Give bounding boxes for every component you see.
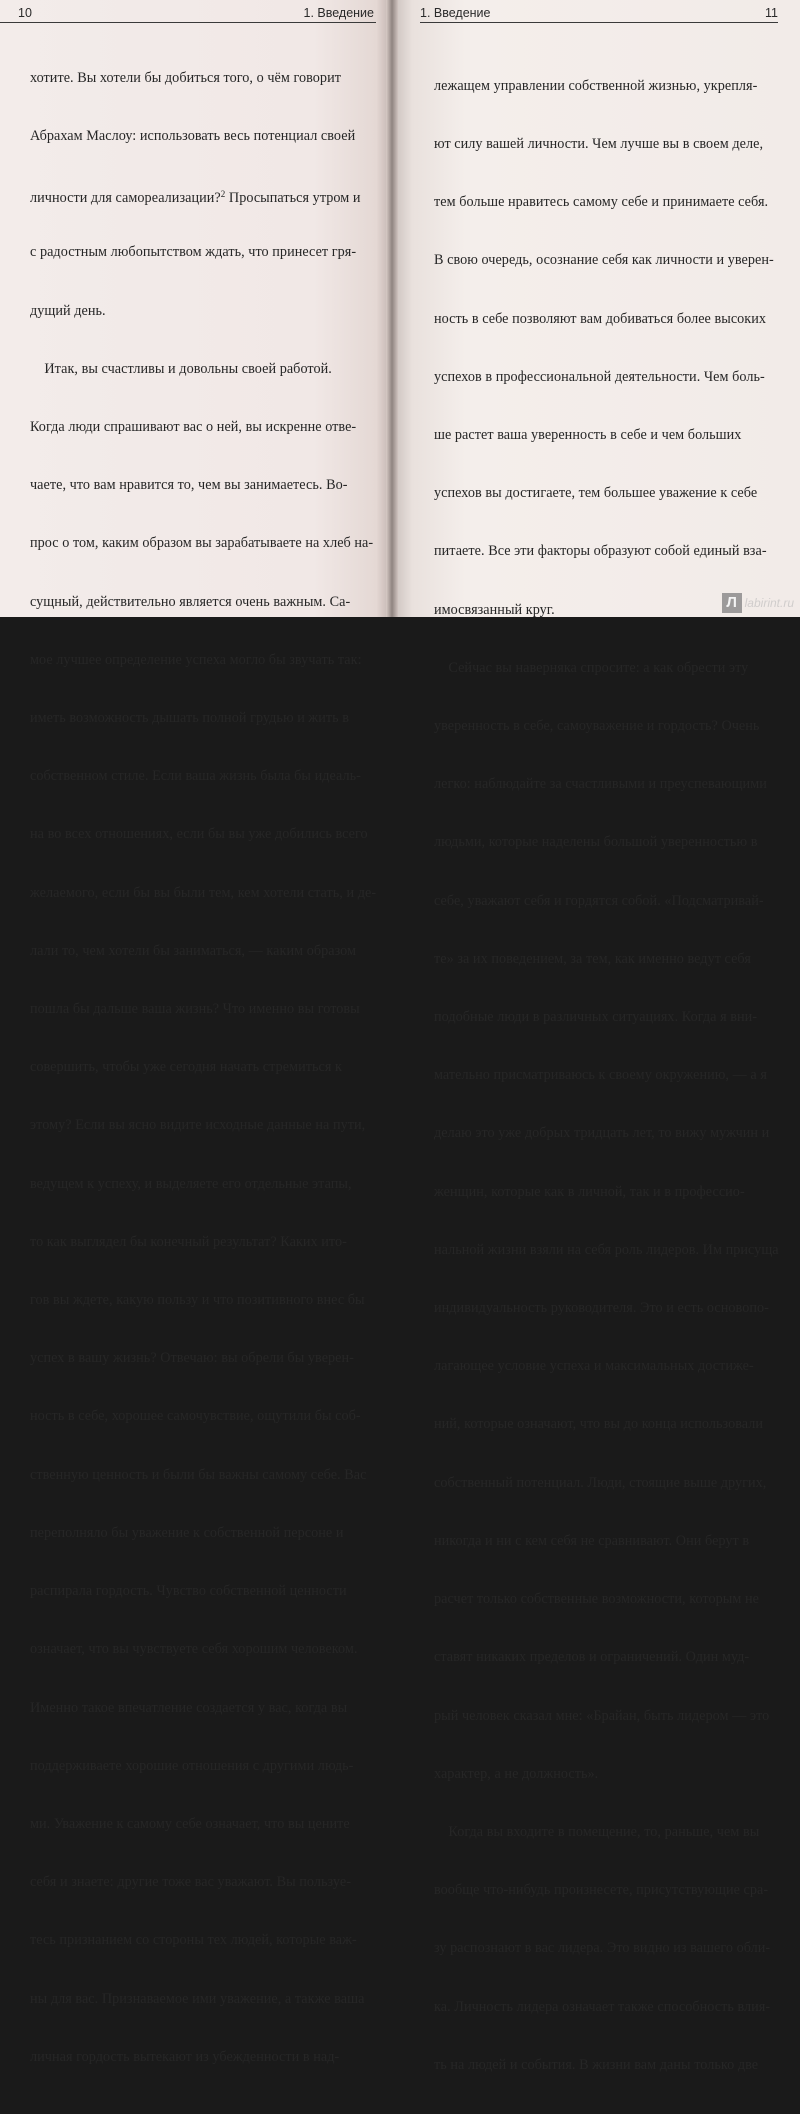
text-line [30,185,376,207]
right-body-text [434,38,779,2114]
text-line: личная гордость вытекают из убежденности в над- [30,2048,340,2065]
text-line: вообще что-нибудь произнесете, присутствующие сра- [434,1882,769,1899]
text-line: сущный, действительно является очень важным. Са- [30,593,351,610]
text-line: Когда люди спрашивают вас о ней, вы искренне отве- [30,419,357,436]
text-line: себе, уважают себя и гордятся собой. «Подсматривай- [434,892,764,909]
text-line: тесь признанием со стороны тех людей, которые важ- [30,1932,357,1949]
text-line: ка. Личность лидера означает также способность влия- [434,1998,771,2015]
text-line: поддерживаете хорошие отношения с другими людь- [30,1757,354,1774]
text-line: подобные люди в различных ситуациях. Когда я вни- [434,1009,758,1026]
text-line: ть на людей и события. В жизни вам даны только две [434,2056,759,2073]
text-line: никогда и ни с кем себя не сравнивают. Они берут в [434,1532,750,1549]
text-line: гов вы ждете, какую пользу и что позитивного внес бы [30,1292,365,1309]
text-line: лагающее условие успеха и максимальных достиже- [434,1358,754,1375]
text-line: этому? Если вы ясно видите исходные данные на пути, [30,1117,366,1134]
text-line: успехов вы достигаете, тем большее уважение к себе [434,485,758,502]
right-section-title: 1. Введение [420,6,491,20]
text-line: желаемого, если бы вы были тем, кем хотели стать, и де- [30,884,377,901]
text-line: Сейчас вы наверняка спросите: а как обрести эту [434,659,749,676]
text-line: ны для вас. Признаваемое ими уважение, а также ваша [30,1990,365,2007]
text-line: успехов в профессиональной деятельности. Чем боль- [434,368,765,385]
text-line: хотите. Вы хотели бы добиться того, о чём говорит [30,69,341,86]
text-line: характер, а не должность». [434,1765,599,1782]
text-line: иметь возможность дышать полной грудью и жить в [30,710,350,727]
text-line: женщин, которые как в личной, так и в профессио- [434,1183,745,1200]
text-line: ми. Уважение к самому себе означает, что вы цените [30,1815,350,1832]
text-line: переполняло бы уважение к собственной персоне и [30,1524,344,1541]
left-section-title: 1. Введение [303,6,374,20]
text-line: ставят никаких пределов и ограничений. Один муд- [434,1649,750,1666]
text-line: ведущем к успеху, и выделяете его отдельные этапы, [30,1175,352,1192]
book-gutter [386,0,398,617]
text-line: означает, что вы чувствуете себя хорошим человеком. [30,1641,358,1658]
text-line: мательно присматриваюсь к своему окружению, — а я [434,1067,767,1084]
text-line: мое лучшее определение успеха могло бы звучать так: [30,651,362,668]
text-line-end: Просыпаться утром и [225,190,361,207]
left-page [0,0,392,2065]
text-line: собственном стиле. Если ваша жизнь была бы идеаль- [30,768,361,785]
text-line: собственный потенциал. Люди, стоящие выше других, [434,1474,767,1491]
text-line: Итак, вы счастливы и довольны своей работой. [30,360,332,377]
text-line: с радостным любопытством ждать, что принесет гря- [30,244,357,261]
text-line: зу распознают в вас лидера. Это видно из вашего обли- [434,1940,771,1957]
right-page-number: 11 [765,6,778,20]
text-line: Именно такое впечатление создается у вас, когда вы [30,1699,348,1716]
text-line: расчет только собственные возможности, которым не [434,1591,759,1608]
text-line: делаю это уже добрых тридцать лет, то вижу мужчин и [434,1125,770,1142]
text-line: распирала гордость. Чувство собственной ценности [30,1583,347,1600]
text-line: те» за их поведением, за тем, как именно ведут себя [434,950,751,967]
text-line: себя и знаете: другие тоже вас уважают. Вы пользуе- [30,1874,351,1891]
text-line: питаете. Все эти факторы образуют собой единый вза- [434,543,767,560]
text-line: прос о том, каким образом вы зарабатываете на хлеб на- [30,535,374,552]
text-line: ют силу вашей личности. Чем лучше вы в своем деле, [434,136,764,153]
text-line-start: личности для самореализации? [30,190,221,207]
text-line: успех в вашу жизнь? Отвечаю: вы обрели бы уверен- [30,1350,354,1367]
text-line: имосвязанный круг. [434,601,555,618]
right-running-head [420,4,778,22]
text-line: уверенность в себе, самоуважение и гордость? Очень [434,718,760,735]
text-line: тем больше нравитесь самому себе и принимаете себя. [434,194,769,211]
text-line: лежащем управлении собственной жизнью, укрепля- [434,77,758,94]
watermark-text: labirint.ru [744,596,794,610]
left-header-rule [0,22,376,24]
text-line: совершить, чтобы уже сегодня начать стремиться к [30,1059,342,1076]
watermark [722,593,794,613]
left-body-text [30,30,376,2106]
text-line: ний, которые означают, что вы до конца использовали [434,1416,764,1433]
text-line: нальной жизни взяли на себя роль лидеров. Им присуща [434,1241,779,1258]
text-line: Абрахам Маслоу: использовать весь потенциал своей [30,128,356,145]
text-line: ность в себе позволяют вам добиваться более высоких [434,310,767,327]
text-line: рый человек сказал мне: «Брайан, быть лидером — это [434,1707,770,1724]
watermark-logo-icon: Л [722,593,742,613]
text-line: ность в себе, хорошее самочувствие, ощутили бы соб- [30,1408,361,1425]
text-line: В свою очередь, осознание себя как личности и уверен- [434,252,774,269]
text-line: ственную ценность и были бы важны самому себе. Вас [30,1466,367,1483]
right-header-rule [420,22,778,24]
text-line: то как выглядел бы конечный результат? Каких ито- [30,1233,347,1250]
text-line: индивидуальность руководителя. Это и есть основопо- [434,1300,769,1317]
text-line: чаете, что вам нравится то, чем вы занимаетесь. Во- [30,477,348,494]
text-line: людьми, которые наделены большой уверенностью в [434,834,758,851]
left-running-head [0,4,376,22]
left-page-number: 10 [18,6,32,20]
text-line: на во всех отношениях, если бы вы уже добились всего [30,826,368,843]
text-line: легко: наблюдайте за счастливыми и преуспевающими [434,776,767,793]
text-line: Когда вы входите в помещение, то, раньше, чем вы [434,1823,760,1840]
text-line: дущий день. [30,302,106,319]
text-line: ше растет ваша уверенность в себе и чем больших [434,427,742,444]
text-line: лали то, чем хотели бы заниматься, — каким образом [30,942,357,959]
footnote-marker: 2 [220,189,226,200]
text-line: пошла бы дальше ваша жизнь? Что именно вы готовы [30,1001,360,1018]
right-page [392,0,800,2073]
